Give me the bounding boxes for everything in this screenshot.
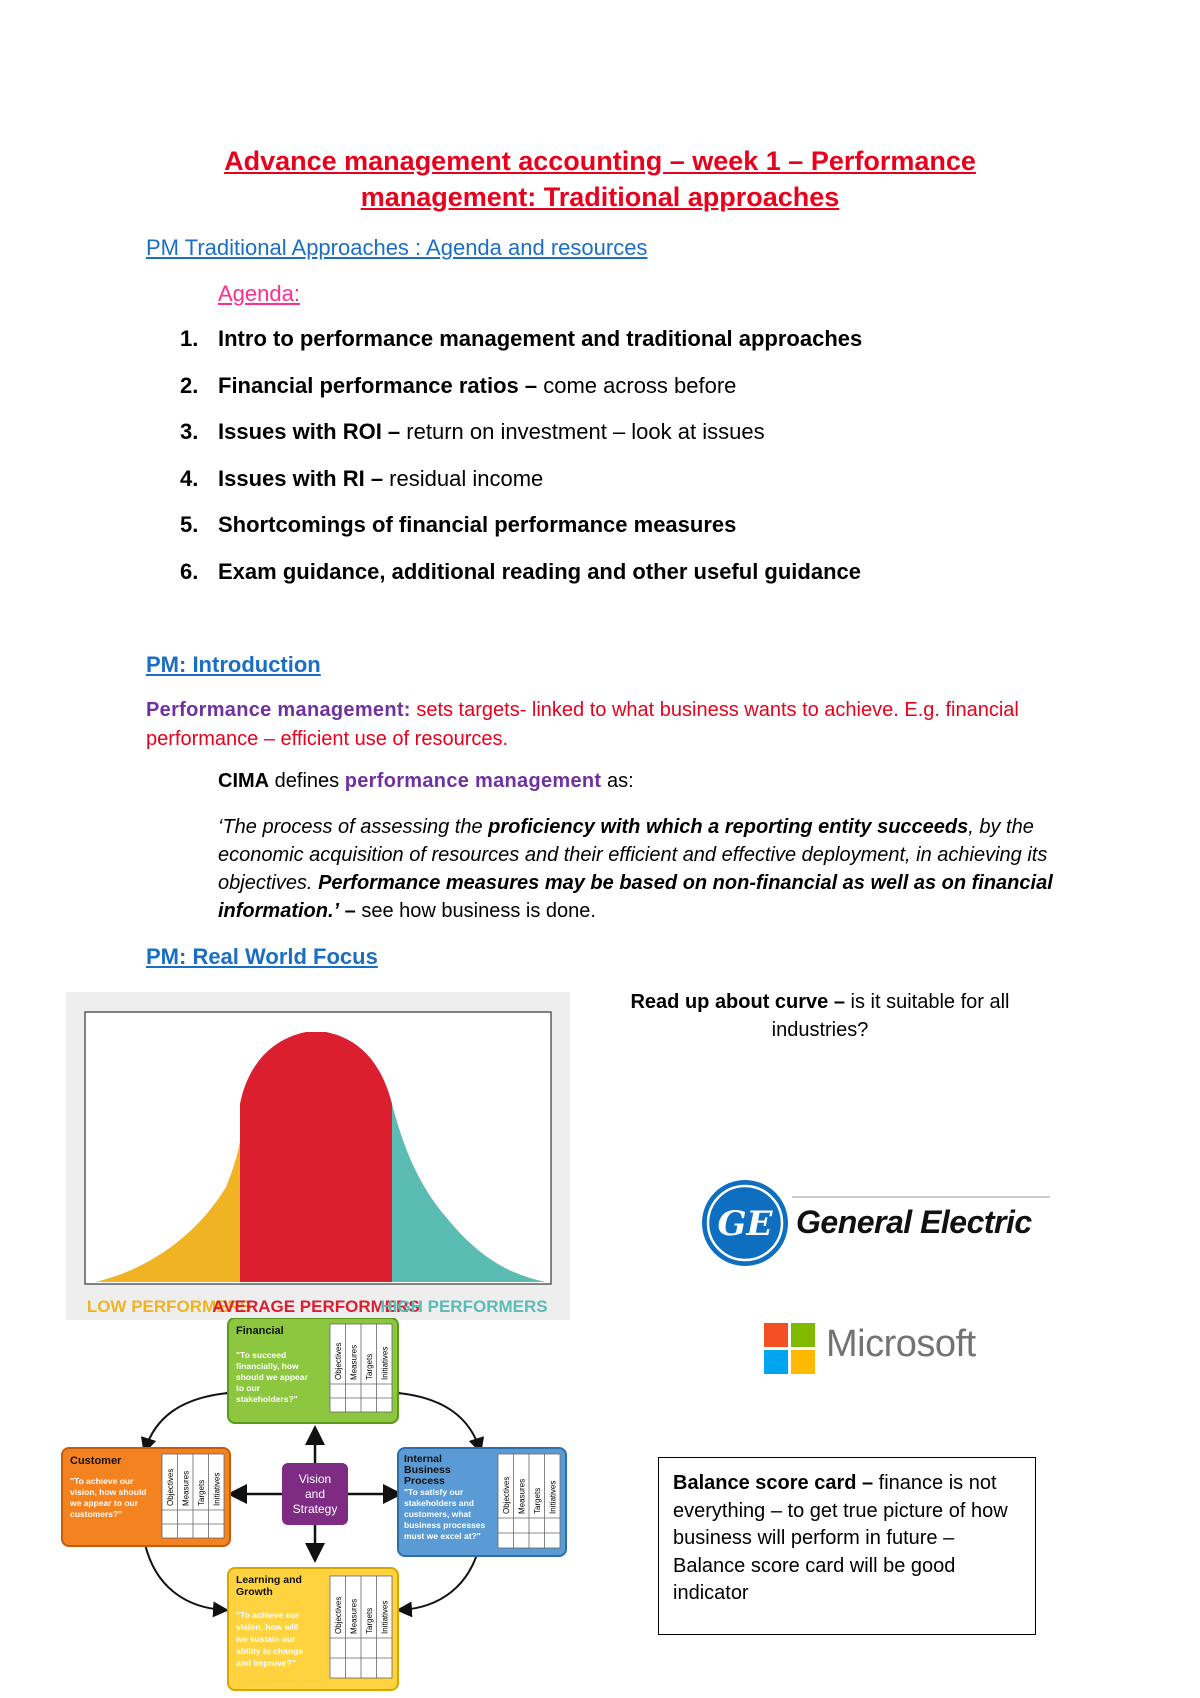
- cima-as: as:: [601, 770, 634, 792]
- center-line-1: Vision: [298, 1472, 332, 1486]
- customer-col-initiatives: Initiatives: [212, 1472, 222, 1506]
- learning-growth-box: [228, 1568, 398, 1690]
- financial-text-4: to our: [236, 1383, 261, 1393]
- ge-monogram-icon: [700, 1178, 790, 1268]
- agenda-label: Agenda:: [218, 281, 300, 306]
- learning-col-objectives: Objectives: [334, 1596, 343, 1634]
- customer-col-measures: Measures: [181, 1470, 191, 1506]
- center-line-3: Strategy: [292, 1502, 338, 1516]
- financial-text-3: should we appear: [236, 1372, 308, 1382]
- item-bold: Issues with ROI –: [218, 419, 401, 444]
- financial-text-5: stakeholders?": [236, 1394, 298, 1404]
- item-number: 1.: [180, 326, 199, 351]
- cima-org: CIMA: [218, 770, 270, 792]
- pm-definition: [146, 696, 1046, 754]
- ge-rule: [792, 1196, 1050, 1198]
- item-number: 3.: [180, 419, 199, 444]
- box-bold: Balance score card –: [673, 1472, 874, 1494]
- item-text: come across before: [537, 372, 737, 398]
- document-title: [140, 143, 1060, 215]
- pm-term: Performance management:: [146, 699, 411, 721]
- box-text: finance is not everything – to get true picture of how business will perform in future – Balance score card will be good indicator: [673, 1472, 1008, 1604]
- balanced-scorecard-diagram: [60, 1318, 580, 1693]
- learning-text-2: vision, how will: [236, 1622, 299, 1632]
- realworld-heading[interactable]: PM: Real World Focus: [146, 944, 378, 969]
- agenda-item: [180, 415, 862, 462]
- arrow-customer-learning: [145, 1544, 225, 1610]
- cima-quote: [218, 813, 1058, 925]
- intro-heading[interactable]: PM: Introduction: [146, 652, 321, 677]
- internal-col-initiatives: Initiatives: [548, 1480, 558, 1514]
- microsoft-logo: [764, 1323, 1014, 1375]
- financial-text-2: financially, how: [236, 1361, 299, 1371]
- financial-col-measures: Measures: [349, 1344, 359, 1380]
- financial-text-1: "To succeed: [236, 1350, 287, 1360]
- item-text: return on investment – look at issues: [400, 419, 765, 444]
- readup-note: [600, 988, 1040, 1044]
- customer-text-2: vision, how should: [70, 1487, 147, 1497]
- agenda-item: [180, 555, 862, 602]
- title-line-1: Advance management accounting – week 1 – Performance: [224, 146, 976, 176]
- customer-text-1: "To achieve our: [70, 1476, 134, 1486]
- balance-scorecard-note-box: [658, 1457, 1036, 1635]
- item-bold: Shortcomings of financial performance measures: [218, 512, 737, 537]
- cima-line: [218, 770, 634, 793]
- financial-col-objectives: Objectives: [334, 1342, 343, 1380]
- agenda-item: [180, 508, 862, 555]
- customer-text-4: customers?": [70, 1509, 123, 1519]
- microsoft-windows-icon: [764, 1323, 816, 1375]
- learning-text-1: "To achieve our: [236, 1610, 300, 1620]
- center-line-2: and: [304, 1487, 326, 1501]
- internal-col-measures: Measures: [517, 1478, 527, 1514]
- arrow-financial-internal: [398, 1393, 480, 1450]
- agenda-item: [180, 462, 862, 509]
- quote-note: see how business is done.: [355, 900, 596, 922]
- curve-label-average: AVERAGE PERFORMERS: [212, 1297, 420, 1316]
- learning-title-2: Growth: [236, 1586, 273, 1598]
- financial-box: [228, 1318, 398, 1423]
- financial-title: Financial: [236, 1325, 284, 1337]
- svg-text:GE: GE: [717, 1204, 773, 1244]
- cima-term: performance management: [344, 770, 602, 792]
- item-number: 2.: [180, 372, 199, 398]
- learning-col-targets: Targets: [365, 1607, 374, 1634]
- learning-title-1: Learning and: [236, 1574, 302, 1586]
- cima-defines: defines: [269, 770, 345, 792]
- quote-part: , by the economic acquisition of resources and their efficient and effective deployment, in achieving its objectives.: [218, 816, 1048, 894]
- item-number: 6.: [180, 558, 199, 584]
- title-line-2: management: Traditional approaches: [360, 182, 840, 212]
- internal-title-1: Internal: [404, 1453, 442, 1465]
- ge-logo: [700, 1178, 1050, 1268]
- item-bold: Exam guidance, additional reading and other useful guidance: [218, 558, 861, 584]
- item-bold: Intro to performance management and traditional approaches: [218, 326, 863, 351]
- agenda-item: [180, 322, 862, 369]
- internal-process-box: [398, 1448, 566, 1556]
- internal-text-3: customers, what: [404, 1509, 472, 1519]
- arrow-financial-customer: [145, 1393, 228, 1450]
- learning-text-5: and improve?": [236, 1658, 296, 1668]
- financial-col-initiatives: Initiatives: [380, 1346, 390, 1380]
- item-bold: Issues with RI –: [218, 465, 384, 491]
- quote-part: ‘The process of assessing the: [218, 816, 489, 838]
- internal-col-objectives: Objectives: [502, 1476, 511, 1514]
- agenda-section-heading[interactable]: PM Traditional Approaches : Agenda and resources: [146, 235, 648, 260]
- customer-text-3: we appear to our: [70, 1498, 139, 1508]
- pm-definition-text: sets targets- linked to what business wants to achieve. E.g. financial performance – efficient use of resources.: [146, 699, 1019, 750]
- agenda-list: [180, 322, 862, 601]
- item-bold: Financial performance ratios –: [218, 372, 538, 398]
- performance-curve-image: [66, 992, 570, 1320]
- microsoft-name: Microsoft: [826, 1323, 976, 1365]
- item-text: residual income: [383, 465, 544, 491]
- agenda-item: [180, 369, 862, 416]
- financial-col-targets: Targets: [365, 1353, 374, 1380]
- learning-col-initiatives: Initiatives: [380, 1600, 390, 1634]
- item-number: 4.: [180, 465, 199, 491]
- internal-col-targets: Targets: [533, 1487, 542, 1514]
- internal-text-5: must we excel at?": [404, 1531, 481, 1541]
- learning-col-measures: Measures: [349, 1598, 359, 1634]
- customer-title: Customer: [70, 1455, 122, 1467]
- ge-name: General Electric: [796, 1204, 1032, 1240]
- learning-text-4: ability to change: [236, 1646, 304, 1656]
- customer-box: [62, 1448, 230, 1546]
- curve-label-low: LOW PERFORMERS: [86, 1297, 252, 1316]
- readup-bold: Read up about curve –: [630, 991, 845, 1013]
- quote-bold: Performance measures may be based on non-financial as well as on financial information.’: [218, 872, 1053, 922]
- internal-title-3: Process: [404, 1475, 445, 1487]
- quote-bold: proficiency with which a reporting entity succeeds: [488, 816, 969, 838]
- customer-col-targets: Targets: [197, 1479, 206, 1506]
- quote-dash: –: [339, 900, 356, 922]
- internal-title-2: Business: [404, 1464, 451, 1476]
- curve-average-segment: [240, 1032, 392, 1282]
- internal-text-4: business processes: [404, 1520, 486, 1530]
- readup-text: is it suitable for all industries?: [771, 991, 1010, 1041]
- internal-text-2: stakeholders and: [404, 1498, 474, 1508]
- learning-text-3: we sustain our: [236, 1634, 296, 1644]
- item-number: 5.: [180, 512, 199, 537]
- internal-text-1: "To satisfy our: [404, 1487, 464, 1497]
- curve-label-high: HIGH PERFORMERS: [380, 1297, 548, 1316]
- customer-col-objectives: Objectives: [166, 1468, 175, 1506]
